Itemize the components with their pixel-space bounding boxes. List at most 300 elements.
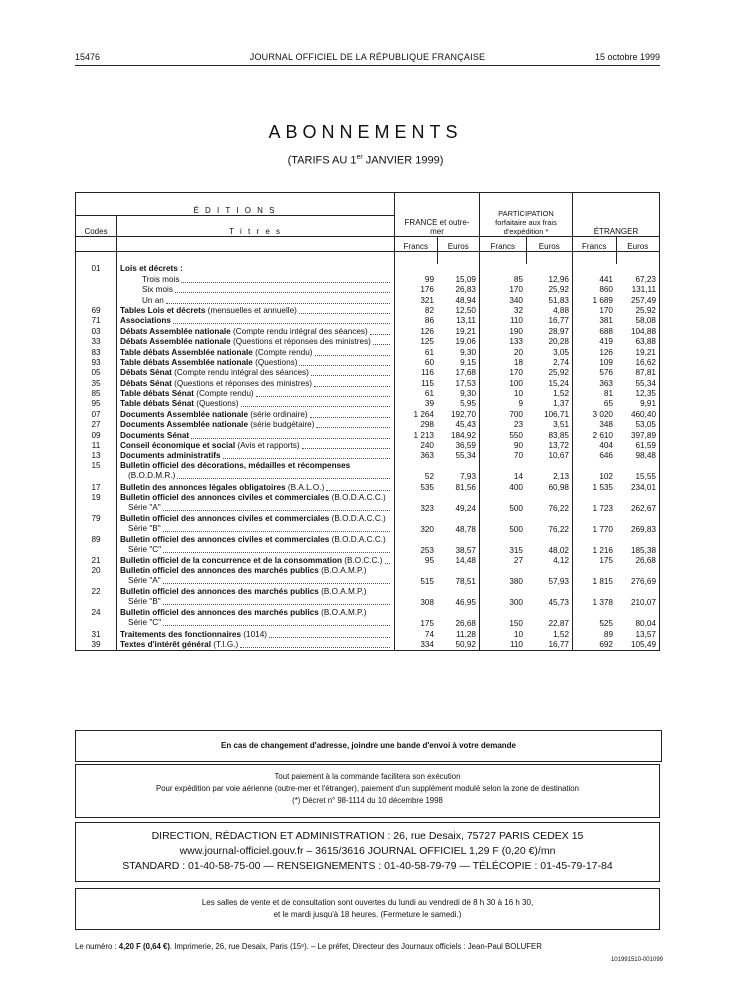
etranger-francs: 1 689 (592, 295, 613, 305)
row-title (117, 430, 395, 440)
title-bold: Tables Lois et décrets (120, 305, 206, 315)
row-code: 71 (76, 316, 117, 326)
etranger-francs: 3 020 (592, 409, 613, 419)
table-row (76, 535, 660, 556)
row-code: 15 (76, 461, 117, 482)
header-etranger: ÉTRANGER (573, 193, 660, 237)
etranger-euros: 26,68 (616, 556, 660, 566)
table-row (76, 347, 660, 357)
row-title (117, 640, 395, 651)
footer-reference: 101991510-001099 (610, 957, 663, 963)
france-euros: 184,92 (437, 430, 480, 440)
direction-phones: STANDARD : 01-40-58-75-00 — RENSEIGNEMENTS : 01-40-58-79-79 — TÉLÉCOPIE : 01-45-79-17-84 (122, 860, 613, 872)
issue-price: 4,20 F (0,64 €) (118, 942, 170, 951)
participation-euros: 2,74 (526, 358, 573, 368)
title-detail: (B.O.D.A.C.C.) (329, 492, 386, 502)
title-bold: Bulletin officiel des annonces civiles et commerciales (120, 492, 330, 502)
row-code: 31 (76, 629, 117, 639)
leader-dots (269, 630, 390, 638)
row-code: 79 (76, 514, 117, 535)
etranger-euros: 87,81 (616, 368, 660, 378)
title-bold: Bulletin des annonces légales obligatoires (120, 482, 286, 492)
row-code (76, 274, 117, 284)
direction-address: DIRECTION, RÉDACTION ET ADMINISTRATION : 26, rue Desaix, 75727 PARIS CEDEX 15 (151, 830, 584, 842)
title-detail: (B.O.C.C.) (342, 556, 383, 566)
etranger-francs: 1 770 (592, 524, 613, 534)
leader-dots (181, 275, 390, 283)
title-series: Série "C" (128, 618, 162, 628)
etranger-francs: 525 (599, 619, 613, 629)
row-code: 69 (76, 306, 117, 316)
leader-dots (241, 399, 390, 407)
participation-euros: 4,88 (526, 306, 573, 316)
row-code: 07 (76, 409, 117, 419)
leader-dots (223, 451, 390, 459)
table-row (76, 409, 660, 419)
title-bold: Table débats Sénat (120, 389, 195, 399)
etranger-euros: 53,05 (616, 420, 660, 430)
etranger-euros: 276,69 (616, 566, 660, 587)
page-title: ABONNEMENTS (268, 122, 463, 142)
decree-line: (*) Décret n° 98-1114 du 10 décembre 1998 (292, 796, 443, 805)
participation-euros: 16,77 (526, 640, 573, 651)
row-title (117, 420, 395, 430)
participation-francs: 10 (513, 389, 523, 399)
row-title (117, 358, 395, 368)
row-title (117, 566, 395, 587)
title-detail: (T.I.G.) (210, 639, 239, 649)
row-code: 21 (76, 556, 117, 566)
row-code (76, 285, 117, 295)
participation-francs: 550 (509, 430, 523, 440)
issue-date: 15 octobre 1999 (594, 52, 660, 62)
header-rule (75, 65, 660, 66)
etranger-euros: 80,04 (616, 608, 660, 629)
france-francs: 99 (424, 274, 434, 284)
participation-euros: 3,51 (526, 420, 573, 430)
etranger-euros (616, 264, 660, 274)
participation-francs: 9 (518, 399, 523, 409)
france-francs: 52 (424, 472, 434, 482)
etranger-francs: 646 (599, 451, 613, 461)
france-euros: 48,94 (437, 295, 480, 305)
title-bold: Lois et décrets : (120, 264, 183, 274)
leader-dots (163, 618, 390, 626)
participation-francs: 380 (509, 577, 523, 587)
row-title (117, 399, 395, 409)
title-series: Série "B" (128, 597, 161, 607)
etranger-francs: 1 378 (592, 598, 613, 608)
table-row (76, 640, 660, 651)
title-detail: (B.O.D.A.C.C.) (329, 534, 386, 544)
row-title (117, 347, 395, 357)
hours-line: et le mardi jusqu'à 18 heures. (Fermeture le samedi.) (273, 910, 462, 919)
france-francs: 176 (420, 285, 434, 295)
title-detail: (mensuelles et annuelle) (205, 305, 297, 315)
etranger-euros: 16,62 (616, 358, 660, 368)
title-series: Série "A" (128, 502, 161, 512)
participation-francs: 400 (509, 482, 523, 492)
etranger-euros: 185,38 (616, 535, 660, 556)
title-bold: Bulletin officiel de la concurrence et de la consommation (120, 556, 343, 566)
etranger-euros: 67,23 (616, 274, 660, 284)
row-code: 85 (76, 389, 117, 399)
participation-euros: 1,52 (526, 629, 573, 639)
row-title (117, 493, 395, 514)
france-euros: 81,56 (437, 482, 480, 492)
title-detail: (1014) (241, 629, 267, 639)
france-francs: 1 213 (413, 430, 434, 440)
row-title (117, 587, 395, 608)
journal-title: JOURNAL OFFICIEL DE LA RÉPUBLIQUE FRANÇAISE (249, 52, 486, 62)
title-bold: Débats Assemblée nationale (120, 326, 231, 336)
etranger-francs (573, 264, 617, 274)
row-code: 20 (76, 566, 117, 587)
leader-dots (177, 471, 390, 479)
leader-dots (299, 358, 390, 366)
row-code: 17 (76, 482, 117, 492)
subtitle-superscript: er (356, 154, 363, 161)
france-euros: 49,24 (437, 493, 480, 514)
france-euros: 13,11 (437, 316, 480, 326)
etranger-euros: 61,59 (616, 441, 660, 451)
opening-hours (75, 888, 660, 930)
etranger-euros: 63,88 (616, 337, 660, 347)
participation-euros: 12,96 (526, 274, 573, 284)
france-euros: 55,34 (437, 451, 480, 461)
title-detail: (B.A.L.O.) (285, 482, 325, 492)
row-code: 05 (76, 368, 117, 378)
title-detail: (Questions) (194, 399, 239, 409)
etranger-francs: 441 (599, 274, 613, 284)
leader-dots (240, 640, 390, 648)
participation-euros: 57,93 (526, 566, 573, 587)
leader-dots (163, 524, 390, 532)
participation-francs: 23 (513, 420, 523, 430)
etranger-euros: 13,57 (616, 629, 660, 639)
direction-box (75, 822, 660, 882)
france-euros: 26,83 (437, 285, 480, 295)
participation-euros: 1,37 (526, 399, 573, 409)
participation-francs: 170 (509, 368, 523, 378)
france-euros: 50,92 (437, 640, 480, 651)
france-euros: 9,30 (437, 389, 480, 399)
leader-dots (326, 483, 390, 491)
etranger-francs: 348 (599, 420, 613, 430)
leader-dots (316, 420, 390, 428)
row-title (117, 409, 395, 419)
hours-line: Les salles de vente et de consultation sont ouvertes du lundi au vendredi de 8 h 30 à 16 h 30, (201, 898, 534, 907)
table-row (76, 430, 660, 440)
participation-euros: 16,77 (526, 316, 573, 326)
france-euros: 7,93 (437, 461, 480, 482)
direction-website: www.journal-officiel.gouv.fr – 3615/3616 JOURNAL OFFICIEL 1,29 F (0,20 €)/mn (179, 845, 556, 857)
table-row (76, 461, 660, 482)
france-euros: 19,06 (437, 337, 480, 347)
participation-euros: 1,52 (526, 389, 573, 399)
row-code: 09 (76, 430, 117, 440)
participation-euros (526, 264, 573, 274)
france-francs: 60 (424, 357, 434, 367)
table-row (76, 451, 660, 461)
participation-francs: 100 (509, 378, 523, 388)
leader-dots (163, 545, 390, 553)
leader-dots (385, 556, 390, 564)
france-francs: 61 (424, 389, 434, 399)
table-row (76, 368, 660, 378)
participation-euros: 48,02 (526, 535, 573, 556)
participation-euros: 13,72 (526, 441, 573, 451)
etranger-francs: 1 216 (592, 545, 613, 555)
france-francs: 321 (420, 295, 434, 305)
etranger-francs: 89 (603, 629, 613, 639)
leader-dots (302, 441, 390, 449)
title-series: Série "C" (128, 544, 162, 554)
row-code: 35 (76, 378, 117, 388)
etranger-francs: 688 (599, 326, 613, 336)
table-row (76, 566, 660, 587)
participation-euros: 20,28 (526, 337, 573, 347)
table-row (76, 556, 660, 566)
participation-francs: 14 (513, 472, 523, 482)
france-francs: 515 (420, 577, 434, 587)
title-bold: Débats Assemblée nationale (120, 337, 231, 347)
participation-euros: 60,98 (526, 482, 573, 492)
leader-dots (373, 337, 390, 345)
france-francs: 39 (424, 399, 434, 409)
participation-euros: 3,05 (526, 347, 573, 357)
table-row (76, 482, 660, 492)
table-row (76, 274, 660, 284)
france-euros: 38,57 (437, 535, 480, 556)
imprint-text: . Imprimerie, 26, rue Desaix, Paris (15ᵉ). – Le préfet, Directeur des Journaux officiels : Jean-Paul BOLUFER (169, 942, 542, 951)
leader-dots (314, 379, 390, 387)
row-title (117, 441, 395, 451)
title-series: Série "B" (128, 523, 161, 533)
france-francs: 334 (395, 640, 438, 651)
row-title (117, 326, 395, 336)
france-euros: 14,48 (437, 556, 480, 566)
france-euros: 192,70 (437, 409, 480, 419)
row-title (117, 556, 395, 566)
unit-euros: Euros (616, 237, 660, 252)
etranger-francs: 1 535 (592, 482, 613, 492)
unit-francs: Francs (395, 237, 438, 252)
row-title (117, 535, 395, 556)
row-code: 24 (76, 608, 117, 629)
title-bold: Bulletin officiel des décorations, médailles et récompenses (120, 461, 351, 471)
participation-euros: 76,22 (526, 493, 573, 514)
etranger-francs: 576 (599, 368, 613, 378)
title-detail: (B.O.D.A.C.C.) (329, 513, 386, 523)
participation-euros: 25,92 (526, 285, 573, 295)
row-title (117, 482, 395, 492)
france-francs: 298 (420, 420, 434, 430)
table-row (76, 337, 660, 347)
row-code: 01 (76, 264, 117, 274)
table-row (76, 264, 660, 274)
etranger-francs: 81 (603, 389, 613, 399)
subtitle-text-end: JANVIER 1999) (362, 154, 444, 167)
france-francs: 253 (420, 545, 434, 555)
rates-body (76, 252, 660, 651)
header-editions: É D I T I O N S (76, 193, 395, 216)
table-row (76, 285, 660, 295)
payment-line: Tout paiement à la commande facilitera son exécution (274, 772, 461, 781)
etranger-euros: 9,91 (616, 399, 660, 409)
subtitle-text: (TARIFS AU 1 (287, 154, 357, 167)
etranger-euros: 58,08 (616, 316, 660, 326)
participation-francs: 190 (509, 326, 523, 336)
france-euros: 36,59 (437, 441, 480, 451)
france-francs (395, 264, 438, 274)
title-detail: (Questions et réponses des ministres) (171, 378, 313, 388)
participation-francs: 70 (513, 451, 523, 461)
etranger-euros: 210,07 (616, 587, 660, 608)
title-bold: Associations (120, 316, 171, 326)
etranger-francs: 692 (573, 640, 617, 651)
participation-euros: 22,87 (526, 608, 573, 629)
etranger-francs: 1 815 (592, 577, 613, 587)
france-euros: 15,09 (437, 274, 480, 284)
units-spacer (117, 237, 395, 252)
row-title (117, 514, 395, 535)
title-bold: Textes d'intérêt général (120, 639, 211, 649)
table-row (76, 378, 660, 388)
table-row (76, 389, 660, 399)
france-euros: 26,68 (437, 608, 480, 629)
row-title (117, 389, 395, 399)
title-bold: Table débats Assemblée nationale (120, 357, 253, 367)
row-title (117, 316, 395, 326)
table-row (76, 295, 660, 305)
france-francs: 535 (420, 482, 434, 492)
row-title (117, 629, 395, 639)
france-francs: 95 (424, 556, 434, 566)
leader-dots (163, 597, 390, 605)
france-francs: 74 (424, 629, 434, 639)
row-code: 27 (76, 420, 117, 430)
etranger-euros: 234,01 (616, 482, 660, 492)
participation-francs: 500 (509, 524, 523, 534)
etranger-euros: 262,67 (616, 493, 660, 514)
title-detail: (Avis et rapports) (235, 441, 300, 451)
participation-francs: 133 (509, 337, 523, 347)
table-row (76, 493, 660, 514)
page-number: 15476 (75, 52, 101, 62)
unit-francs: Francs (480, 237, 527, 252)
title-detail: Un an (142, 295, 164, 305)
france-francs: 86 (424, 316, 434, 326)
france-euros: 46,95 (437, 587, 480, 608)
price-label: Le numéro : (75, 942, 119, 951)
row-title (117, 608, 395, 629)
leader-dots (163, 503, 390, 511)
row-code: 22 (76, 587, 117, 608)
title-detail: (B.O.A.M.P.) (318, 608, 367, 618)
header-participation: PARTICIPATION forfaitaire aux frais d'expédition * (480, 193, 573, 237)
etranger-euros: 19,21 (616, 347, 660, 357)
france-francs: 320 (420, 524, 434, 534)
participation-francs: 27 (513, 556, 523, 566)
leader-dots (173, 316, 390, 324)
leader-dots (175, 285, 390, 293)
address-change-notice: En cas de changement d'adresse, joindre une bande d'envoi à votre demande (75, 730, 662, 762)
payment-line: Pour expédition par voie aérienne (outre-mer et l'étranger), paiement d'un supplément modulé selon la zone de destination (156, 784, 579, 793)
title-detail: (série ordinaire) (248, 409, 308, 419)
title-bold: Bulletin officiel des annonces des marchés publics (120, 566, 319, 576)
units-spacer (76, 237, 117, 252)
title-detail: Trois mois (142, 274, 180, 284)
table-row (76, 326, 660, 336)
title-detail: (Questions et réponses des ministres) (230, 337, 371, 347)
row-code: 39 (76, 640, 117, 651)
title-bold: Bulletin officiel des annonces des marchés publics (120, 587, 319, 597)
table-row (76, 608, 660, 629)
participation-francs: 315 (509, 545, 523, 555)
france-euros: 9,30 (437, 347, 480, 357)
participation-francs: 700 (509, 409, 523, 419)
row-code (76, 295, 117, 305)
table-row (76, 306, 660, 316)
row-code: 93 (76, 358, 117, 368)
france-francs: 240 (420, 441, 434, 451)
row-title (117, 378, 395, 388)
etranger-francs: 65 (603, 399, 613, 409)
participation-francs: 110 (480, 640, 527, 651)
row-code: 11 (76, 441, 117, 451)
participation-euros: 51,83 (526, 295, 573, 305)
table-row (76, 514, 660, 535)
france-euros: 17,68 (437, 368, 480, 378)
france-euros (437, 264, 480, 274)
row-title (117, 274, 395, 284)
leader-dots (311, 368, 390, 376)
title-detail: (Compte rendu intégral des séances) (171, 368, 309, 378)
title-detail: (série budgétaire) (248, 420, 315, 430)
running-header (75, 52, 660, 66)
table-row (76, 587, 660, 608)
etranger-euros: 98,48 (616, 451, 660, 461)
title-bold: Bulletin officiel des annonces civiles et commerciales (120, 534, 330, 544)
participation-francs: 340 (509, 295, 523, 305)
france-francs: 323 (420, 503, 434, 513)
leader-dots (166, 296, 390, 304)
france-francs: 1 264 (413, 409, 434, 419)
france-francs: 308 (420, 598, 434, 608)
title-series: Série "A" (128, 576, 161, 586)
participation-euros: 106,71 (526, 409, 573, 419)
participation-euros: 10,67 (526, 451, 573, 461)
row-code: 33 (76, 337, 117, 347)
title-bold: Traitements des fonctionnaires (120, 629, 242, 639)
footer-imprint (75, 942, 663, 951)
spacer-row (76, 252, 660, 265)
participation-francs: 110 (509, 316, 523, 326)
row-title (117, 368, 395, 378)
header-titres: T i t r e s (117, 216, 395, 237)
row-title (117, 451, 395, 461)
participation-francs: 170 (509, 285, 523, 295)
participation-francs: 32 (513, 305, 523, 315)
title-detail: (Compte rendu) (194, 389, 254, 399)
france-francs: 125 (420, 337, 434, 347)
france-francs: 126 (420, 326, 434, 336)
title-detail: (Compte rendu) (252, 347, 313, 357)
leader-dots (310, 410, 390, 418)
etranger-francs: 2 610 (592, 430, 613, 440)
title-bold: Documents administratifs (120, 451, 221, 461)
